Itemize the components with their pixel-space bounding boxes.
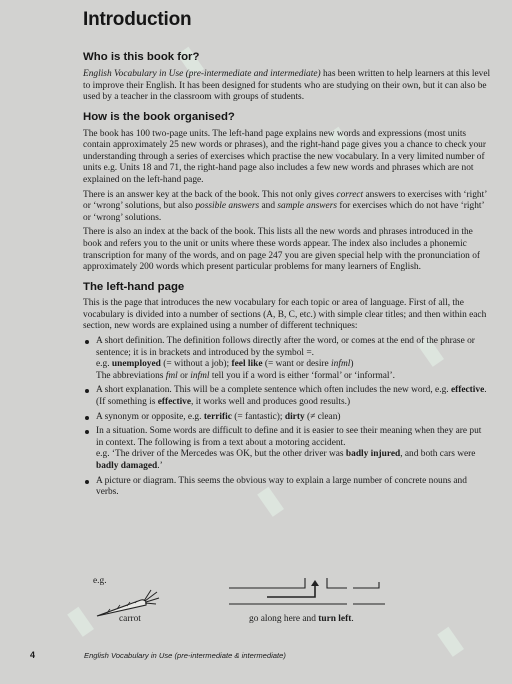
page-footer: [0, 650, 512, 664]
book-title-italic: English Vocabulary in Use (pre-intermediate and intermediate): [83, 69, 321, 80]
section-heading-who: Who is this book for?: [83, 50, 200, 63]
watermark-shape: ▮: [170, 39, 208, 81]
page-content: [83, 0, 491, 499]
section-organised-paragraph-1: The book has 100 two-page units. The left-hand page explains new words and expressions (most units contain approximately 25 new words or phrases), and the right-hand page gives you a chance to check your understanding through a series of exercises which practise the new vocabulary. In a very limited number of units e.g. Units 18 and 71, the right-hand page also includes a few new words and phrases which are not explained on the left-hand page.: [83, 128, 486, 185]
illustration-area: [83, 574, 491, 630]
section-organised-paragraph-2: There is an answer key at the back of the book. This not only gives correct answers to exercises with ‘right’ or ‘wrong’ solutions, but also possible answers and sample answers for exercises which do not have ‘right’ or ‘wrong’ solutions.: [83, 189, 487, 223]
watermark-shape: ▮: [430, 619, 468, 661]
watermark-shape: ▮: [410, 329, 448, 371]
list-item: A short explanation. This will be a complete sentence which often includes the new word, e.g. effective. (If something is effective, it works well and produces good results.): [83, 385, 491, 408]
section-heading-organised: How is the book organised?: [83, 110, 235, 123]
section-lefthand-intro: This is the page that introduces the new vocabulary for each topic or area of language. First of all, the vocabulary is divided into a number of sections (A, B, C, etc.) with simple clear titles; and then within each section, new words are explained using a number of different techniques:: [83, 298, 487, 332]
section-heading-lefthand: The left-hand page: [83, 280, 185, 293]
watermark-shape: ▮: [320, 119, 358, 161]
carrot-label: carrot: [119, 614, 141, 624]
list-item: In a situation. Some words are difficult to define and it is easier to see their meaning when they are put in context. The following is from a text about a motoring accident. e.g. ‘The driver of the Mercedes was OK, but the other driver was badly injured, and both cars were badly damaged.’: [83, 426, 491, 472]
section-organised-paragraph-3: There is also an index at the back of the book. This lists all the new words and phrases introduced in the book and refers you to the unit or units where these words appear. The index also includes a phonemic transcription for many of the words, and on page 247 you are given special help with the pronunciation of approximately 200 words which present particular problems for many learners of English.: [83, 227, 481, 273]
watermark-shape: ▮: [250, 479, 288, 521]
list-item: A short definition. The definition follows directly after the word, or comes at the end of the phrase or sentence; it is in brackets and introduced by the symbol =. e.g. unemployed (= without a job); feel like (= want or desire infml) The abbreviations fml or infml tell you if a word is either ‘formal’ or ‘informal’.: [83, 336, 491, 382]
figure-eg-label: e.g.: [93, 576, 107, 586]
list-item: A picture or diagram. This seems the obvious way to explain a large number of concrete nouns and verbs.: [83, 476, 491, 499]
road-turn-diagram: [227, 578, 387, 612]
page-title: Introduction: [83, 9, 192, 30]
section-who-paragraph: English Vocabulary in Use (pre-intermediate and intermediate) has been written to help learners at this level to improve their English. It has been designed for students who are studying on their own, but it can also be used by a teacher in the classroom with groups of students.: [83, 69, 491, 103]
page-number: 4: [30, 650, 36, 660]
techniques-list: [83, 336, 491, 499]
list-item: A synonym or opposite, e.g. terrific (= fantastic); dirty (≠ clean): [83, 412, 491, 424]
road-diagram-caption: go along here and turn left.: [249, 614, 354, 624]
watermark-shape: ▮: [60, 599, 98, 641]
footer-book-title: English Vocabulary in Use (pre-intermediate & intermediate): [84, 651, 286, 660]
